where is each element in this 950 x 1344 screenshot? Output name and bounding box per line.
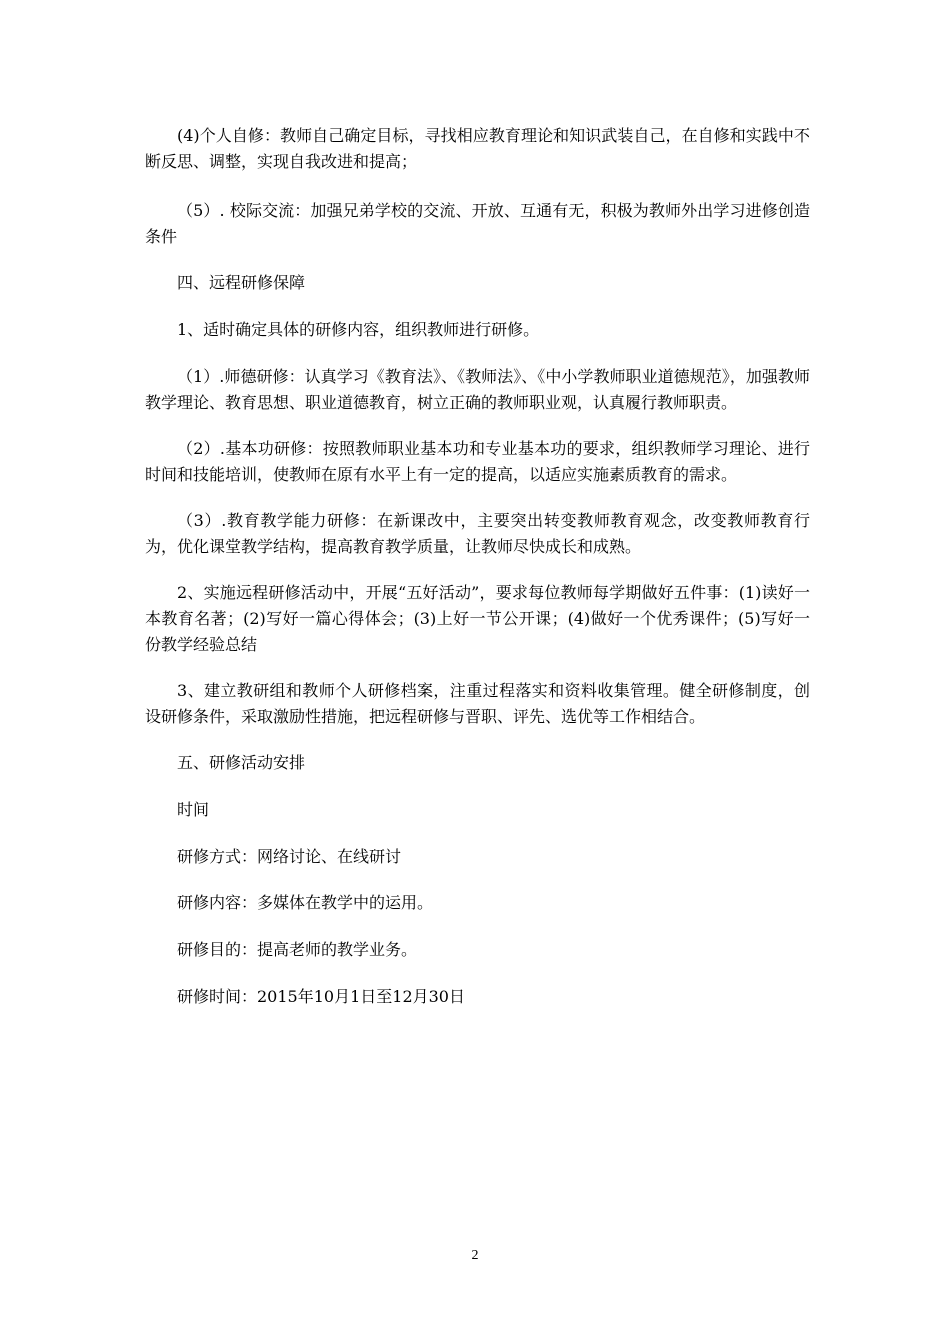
paragraph-item-2: 2、实施远程研修活动中，开展“五好活动”，要求每位教师每学期做好五件事：(1)读好一本教育名著；(2)写好一篇心得体会；(3)上好一节公开课；(4)做好一个优秀课件；(5)写好一份教学经验总结 xyxy=(145,583,810,654)
paragraph-time-label: 时间 xyxy=(177,800,210,819)
paragraph-item-3: 3、建立教研组和教师个人研修档案，注重过程落实和资料收集管理。健全研修制度，创设研修条件，采取激励性措施，把远程研修与晋职、评先、选优等工作相结合。 xyxy=(145,681,810,726)
paragraph-item-1: 1、适时确定具体的研修内容，组织教师进行研修。 xyxy=(177,320,540,339)
paragraph-ethics-study: （1）.师德研修：认真学习《教育法》、《教师法》、《中小学教师职业道德规范》，加强教师教学理论、教育思想、职业道德教育，树立正确的教师职业观，认真履行教师职责。 xyxy=(145,367,810,412)
paragraph-study-content: 研修内容：多媒体在教学中的运用。 xyxy=(177,893,434,912)
paragraph-study-goal: 研修目的：提高老师的教学业务。 xyxy=(177,940,418,959)
paragraph-self-study: (4)个人自修：教师自己确定目标，寻找相应教育理论和知识武装自己，在自修和实践中不断反思、调整，实现自我改进和提高； xyxy=(145,126,810,171)
paragraph-study-method: 研修方式：网络讨论、在线研讨 xyxy=(177,847,402,866)
paragraph-study-period: 研修时间：2015年10月1日至12月30日 xyxy=(177,987,465,1006)
section-heading-remote-study-guarantee: 四、远程研修保障 xyxy=(177,273,306,292)
section-heading-activity-schedule: 五、研修活动安排 xyxy=(177,753,306,772)
page-number: 2 xyxy=(471,1248,479,1263)
paragraph-teaching-ability-study: （3）.教育教学能力研修：在新课改中，主要突出转变教师教育观念，改变教师教育行为，优化课堂教学结构，提高教育教学质量，让教师尽快成长和成熟。 xyxy=(145,511,810,556)
paragraph-basic-skills-study: （2）.基本功研修：按照教师职业基本功和专业基本功的要求，组织教师学习理论、进行时间和技能培训，使教师在原有水平上有一定的提高，以适应实施素质教育的需求。 xyxy=(145,439,810,484)
paragraph-inter-school-exchange: （5）. 校际交流：加强兄弟学校的交流、开放、互通有无，积极为教师外出学习进修创造条件 xyxy=(145,201,810,246)
